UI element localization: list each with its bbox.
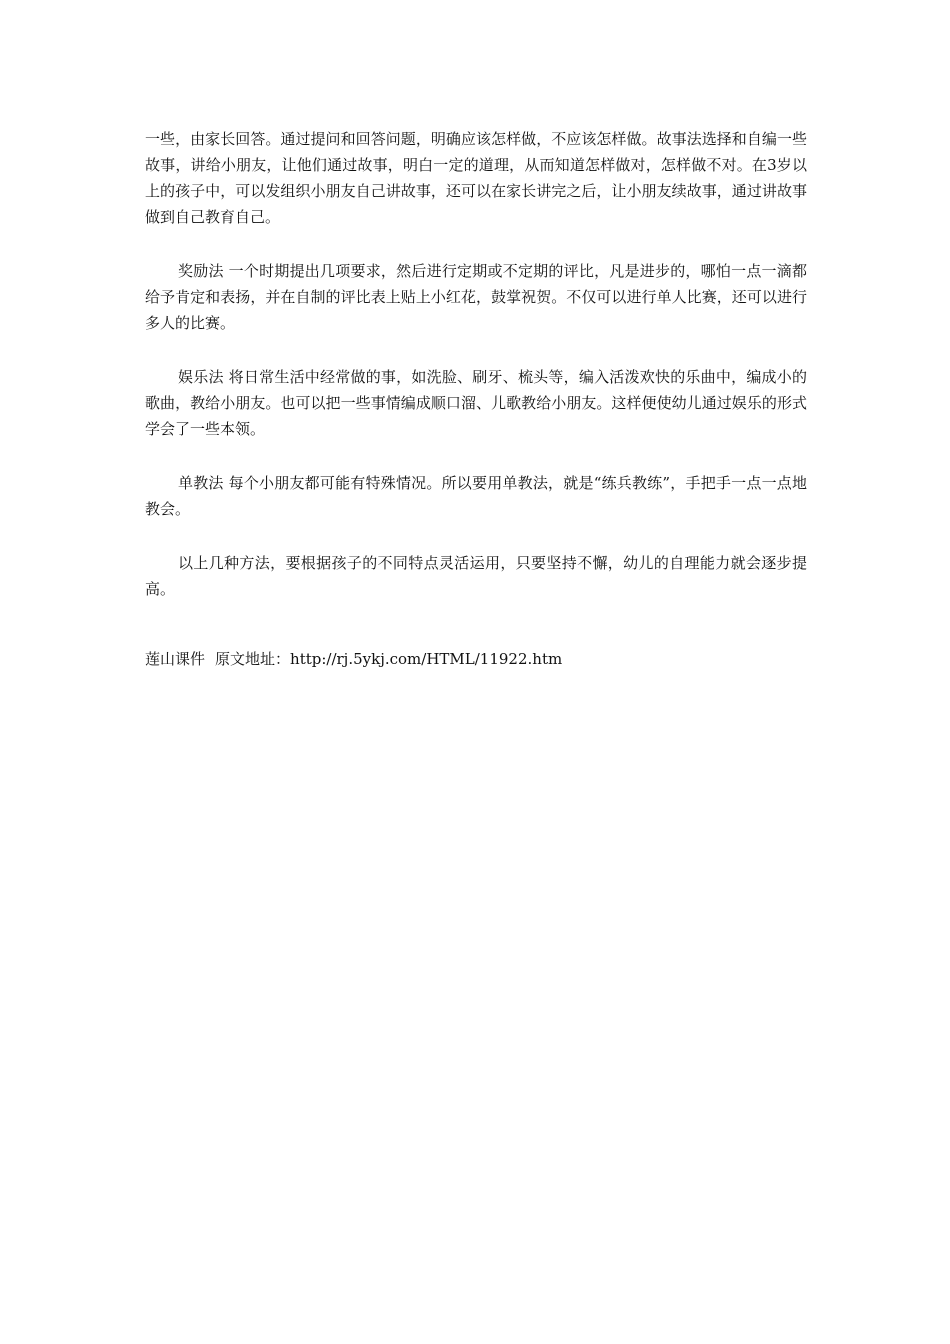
paragraph-conclusion: 以上几种方法，要根据孩子的不同特点灵活运用，只要坚持不懈，幼儿的自理能力就会逐步提高。 [145, 554, 807, 598]
paragraph-reward-method: 奖励法 一个时期提出几项要求，然后进行定期或不定期的评比，凡是进步的，哪怕一点一滴都给予肯定和表扬，并在自制的评比表上贴上小红花，鼓掌祝贺。不仅可以进行单人比赛，还可以进行多人的比赛。 [145, 262, 807, 332]
source-link-label: 原文地址： [215, 650, 291, 668]
paragraph-entertainment-method: 娱乐法 将日常生活中经常做的事，如洗脸、刷牙、梳头等，编入活泼欢快的乐曲中，编成小的歌曲，教给小朋友。也可以把一些事情编成顺口溜、儿歌教给小朋友。这样便使幼儿通过娱乐的形式学会了一些本领。 [145, 368, 807, 438]
source-url[interactable]: http://rj.5ykj.com/HTML/11922.htm [290, 650, 563, 668]
document-body [145, 126, 807, 672]
paragraph-questioning-story-method: 一些，由家长回答。通过提问和回答问题，明确应该怎样做，不应该怎样做。故事法选择和自编一些故事，讲给小朋友，让他们通过故事，明白一定的道理，从而知道怎样做对，怎样做不对。在3岁以上的孩子中，可以发组织小朋友自己讲故事，还可以在家长讲完之后，让小朋友续故事，通过讲故事做到自己教育自己。 [145, 130, 807, 226]
source-footer [145, 646, 807, 672]
source-name: 莲山课件 [145, 650, 206, 668]
paragraph-individual-teaching-method: 单教法 每个小朋友都可能有特殊情况。所以要用单教法，就是“练兵教练”，手把手一点一点地教会。 [145, 474, 807, 518]
